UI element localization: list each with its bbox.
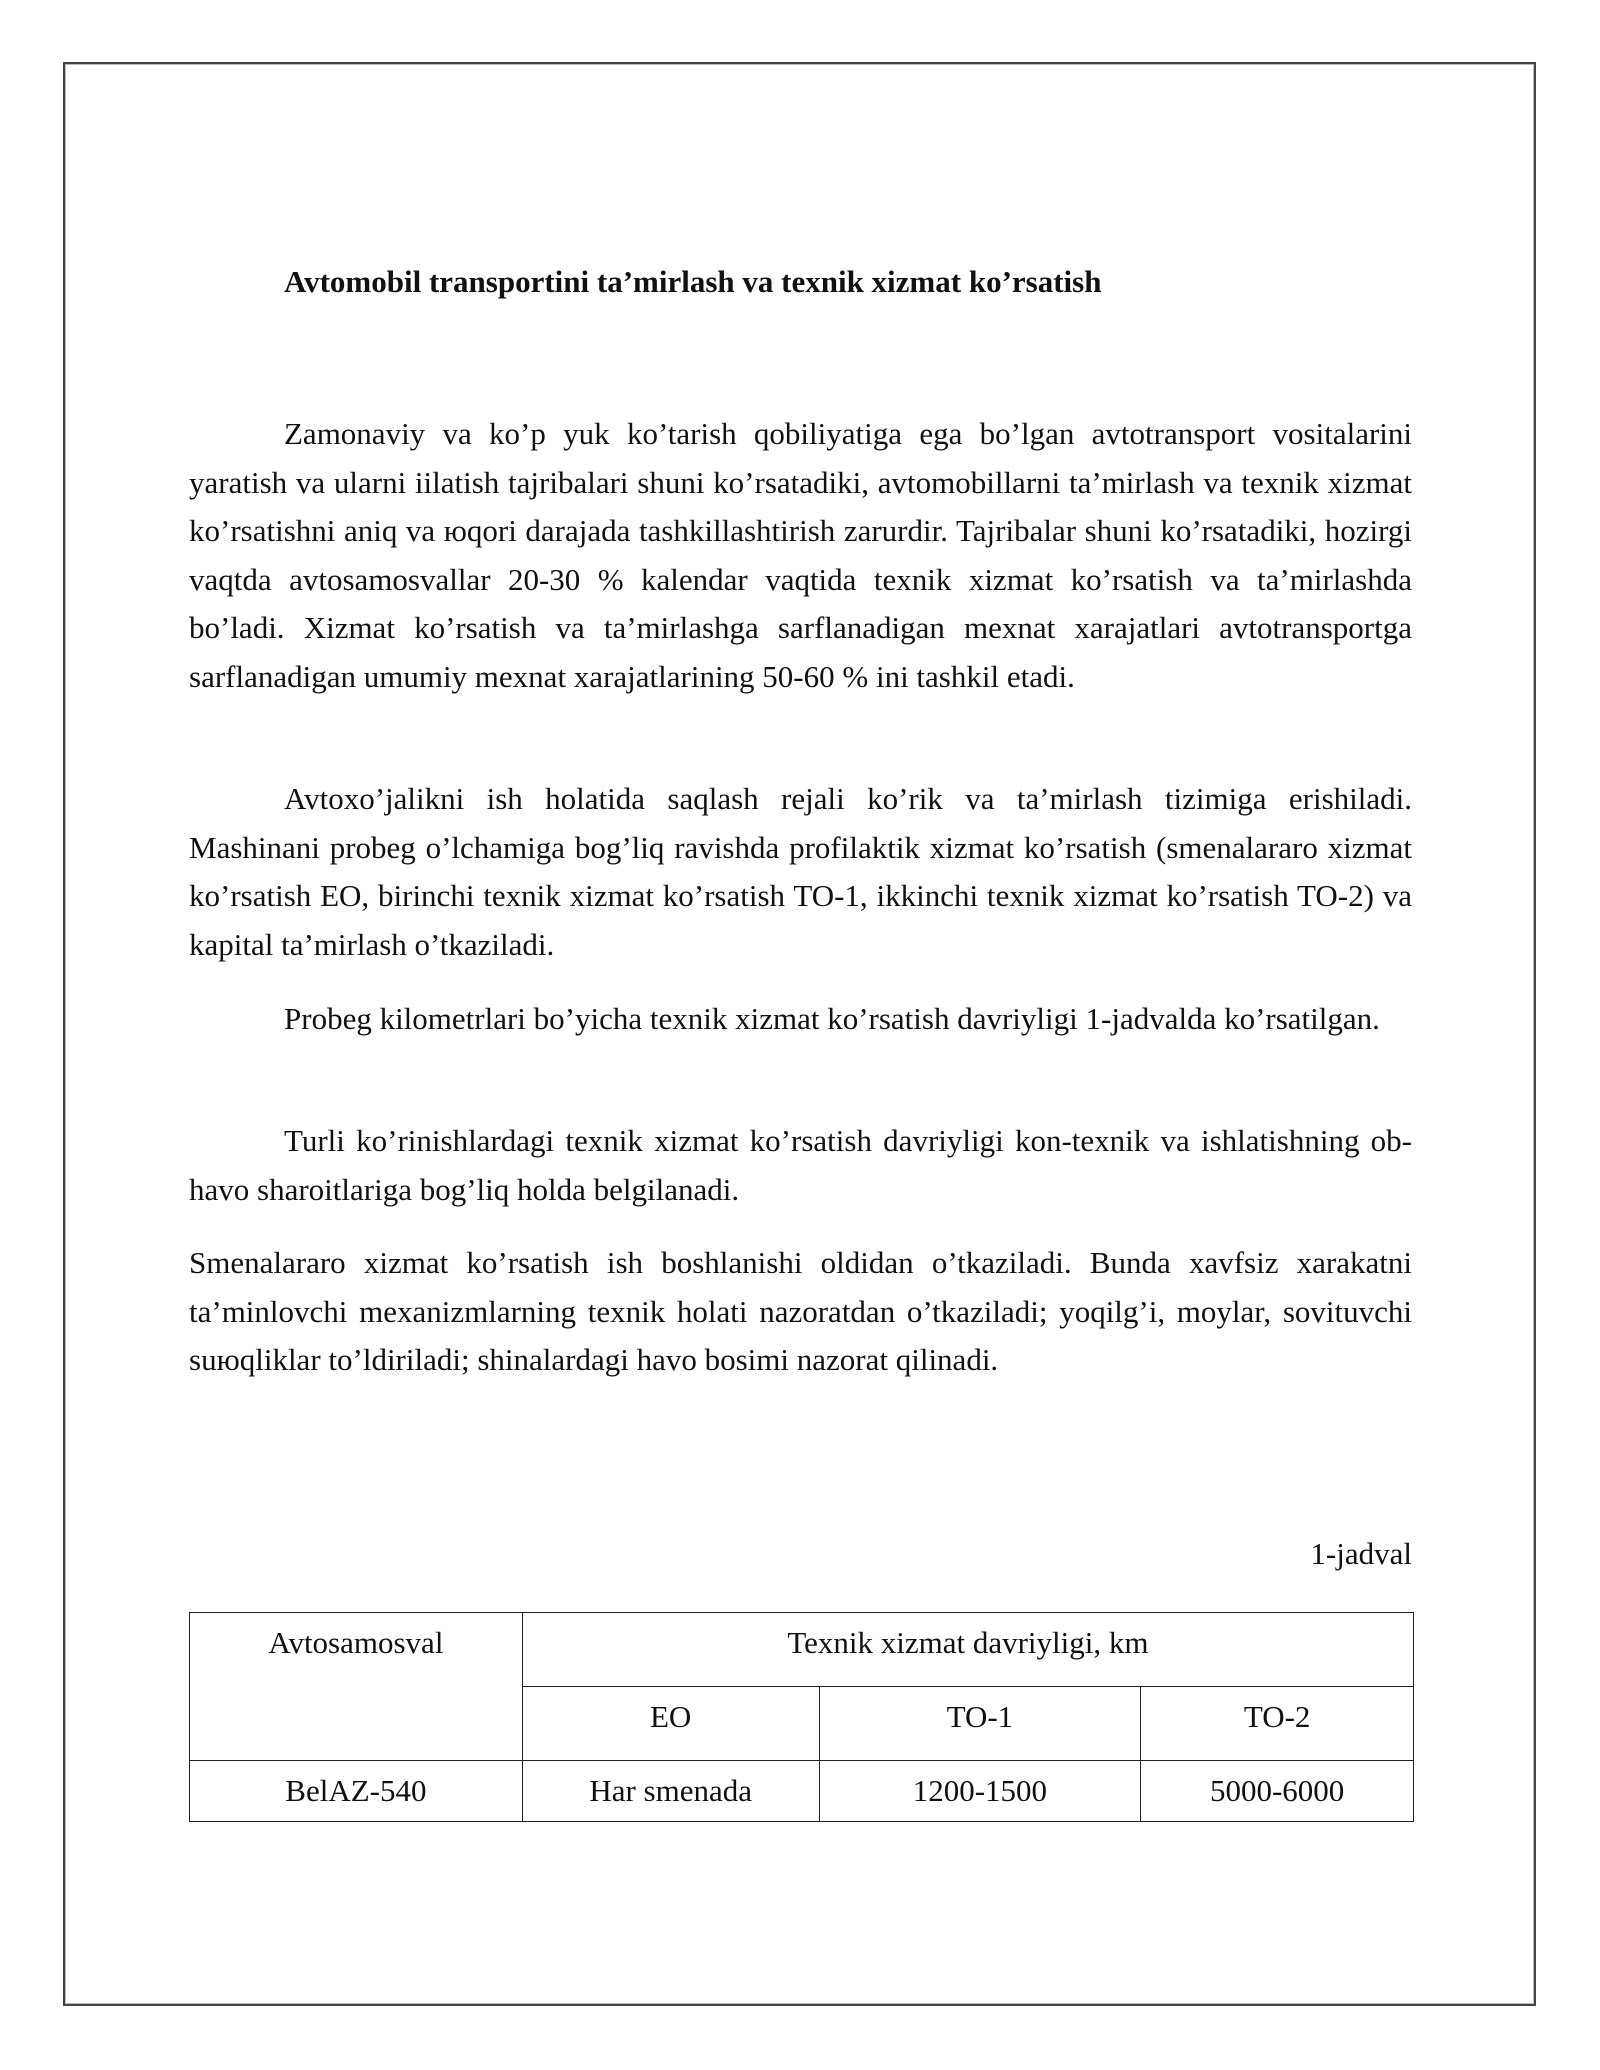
paragraph-1: Zamonaviy va ko’p yuk ko’tarish qobiliyatiga ega bo’lgan avtotransport vositalarini yaratish va ularni iilatish tajribalari shuni ko’rsatadiki, avtomobillarni ta’mirlash va texnik xizmat ko’rsatishni aniq va юqori darajada tashkillashtirish zarurdir. Tajribalar shuni ko’rsatadiki, hozirgi vaqtda avtosamosvallar 20-30 % kalendar vaqtida texnik xizmat ko’rsatish va ta’mirlashda bo’ladi. Xizmat ko’rsatish va ta’mirlashga sarflanadigan mexnat xarajatlari avtotransportga sarflanadigan umumiy mexnat xarajatlarining 50-60 % ini tashkil etadi. [189, 416, 1412, 694]
header-vehicle: Avtosamosval [190, 1613, 523, 1761]
paragraph-2: Avtoxo’jalikni ish holatida saqlash rejali ko’rik va ta’mirlash tizimiga erishiladi. Mashinani probeg o’lchamiga bog’liq ravishda profilaktik xizmat ko’rsatish (smenalararo xizmat ko’rsatish EO, birinchi texnik xizmat ko’rsatish TO-1, ikkinchi texnik xizmat ko’rsatish TO-2) va kapital ta’mirlash o’tkaziladi. [189, 781, 1412, 962]
header-to1: TO-1 [819, 1687, 1141, 1761]
cell-vehicle: BelAZ-540 [190, 1761, 523, 1822]
table-label: 1-jadval [1310, 1536, 1412, 1571]
paragraph-3: Probeg kilometrlari bo’yicha texnik xizmat ko’rsatish davriyligi 1-jadvalda ko’rsatilgan. [284, 1001, 1380, 1036]
cell-to2: 5000-6000 [1141, 1761, 1414, 1822]
paragraph-4: Turli ko’rinishlardagi texnik xizmat ko’rsatish davriyligi kon-texnik va ishlatishning ob-havo sharoitlariga bog’liq holda belgilanadi. [189, 1123, 1412, 1207]
header-interval-group: Texnik xizmat davriyligi, km [522, 1613, 1413, 1687]
cell-to1: 1200-1500 [819, 1761, 1141, 1822]
header-to2: TO-2 [1141, 1687, 1414, 1761]
paragraph-5: Smenalararo xizmat ko’rsatish ish boshlanishi oldidan o’tkaziladi. Bunda xavfsiz xarakatni ta’minlovchi mexanizmlarning texnik holati nazoratdan o’tkaziladi; yoqilg’i, moylar, sovituvchi suюqliklar to’ldiriladi; shinalardagi havo bosimi nazorat qilinadi. [189, 1245, 1412, 1377]
maintenance-interval-table [189, 1612, 1414, 1822]
table-row [190, 1761, 1414, 1822]
header-eo: EO [522, 1687, 819, 1761]
table-header-row [190, 1613, 1414, 1687]
document-title: Avtomobil transportini ta’mirlash va texnik xizmat ko’rsatish [284, 264, 1102, 299]
cell-eo: Har smenada [522, 1761, 819, 1822]
